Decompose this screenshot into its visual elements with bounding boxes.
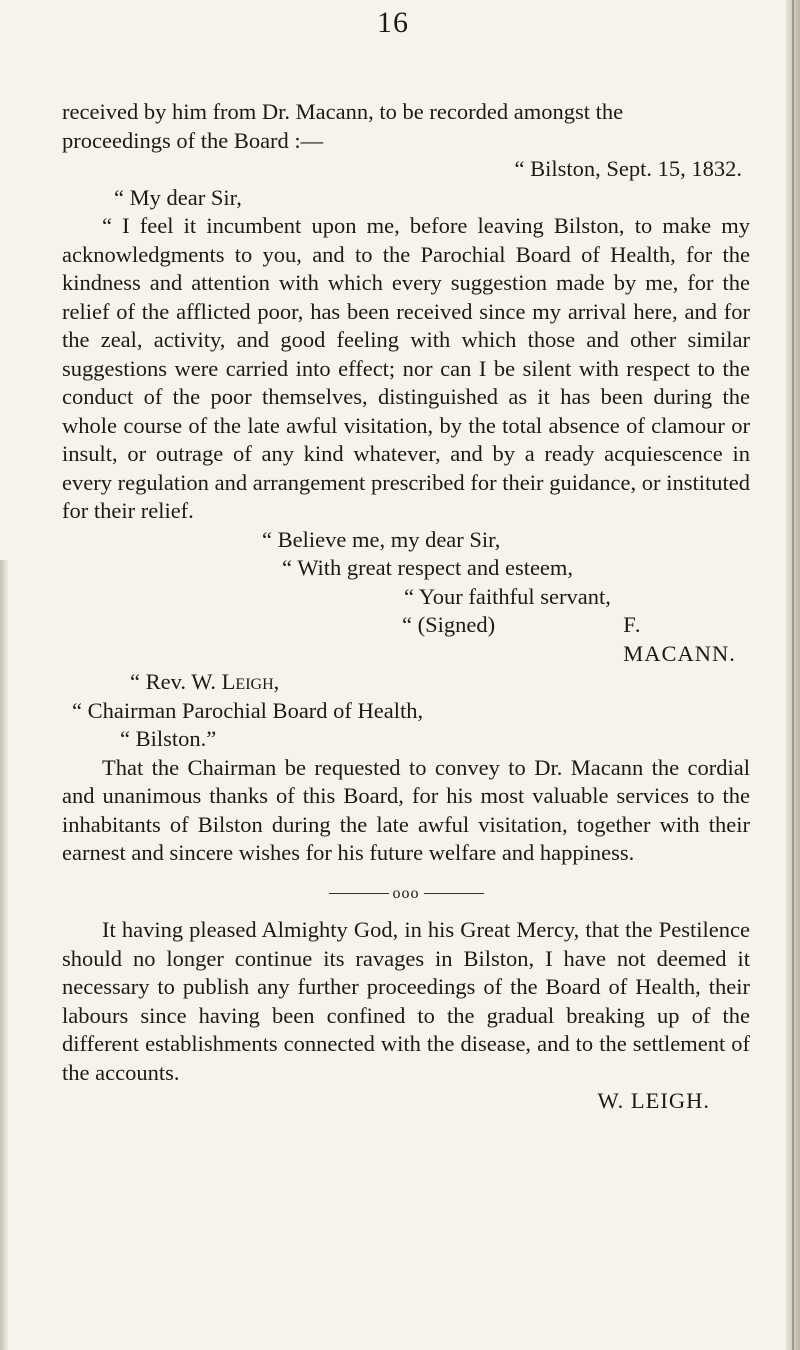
letter-salutation: “ My dear Sir,: [114, 184, 242, 210]
letter-address-prefix: “ Rev. W.: [130, 669, 222, 694]
resolution-paragraph: That the Chairman be requested to convey to Dr. Macann the cordial and unanimous thanks of this Board, for his most valuable services to the inhabitants of Bilston during the late awful visitation, together with their earnest and sincere wishes for his future welfare and happiness.: [62, 754, 750, 865]
final-paragraph: It having pleased Almighty God, in his Great Mercy, that the Pestilence should no longer continue its ravages in Bilston, I have not deemed it necessary to publish any further proceedings of the Board of Health, their labours since having been confined to the gradual breaking up of the different establishments connected with the disease, and to the settlement of the accounts.: [62, 917, 750, 1085]
page-edge-rule: [792, 0, 794, 1350]
page-binding-shadow: [0, 560, 8, 1350]
section-separator: [62, 880, 750, 909]
letter-address-name: Leigh,: [221, 669, 280, 694]
letter-signature: [62, 611, 750, 668]
letter-closing-1: “ Believe me, my dear Sir,: [262, 526, 501, 552]
letter-body: “ I feel it incumbent upon me, before leaving Bilston, to make my acknowledgments to you, and to the Parochial Board of Health, for the kindness and attention with which every suggestion made by me, for the relief of the afflicted poor, has been received since my arrival here, and for the zeal, activity, and good feeling with which those and other similar suggestions were carried into effect; nor can I be silent with respect to the conduct of the poor themselves, distinguished as it has been during the whole course of the late awful visitation, by the total absence of clamour or insult, or outrage of any kind whatever, and by a ready acquiescence in every regulation and arrangement prescribed for their guidance, or instituted for their relief.: [62, 213, 750, 523]
letter-signed-label: “ (Signed): [402, 612, 496, 637]
final-signature: W. LEIGH.: [597, 1088, 710, 1113]
letter-address-line-2: “ Chairman Parochial Board of Health,: [72, 697, 424, 723]
intro-line-2: proceedings of the Board :—: [62, 127, 324, 153]
letter-address-line-1: [62, 668, 750, 697]
separator-rule-left: [329, 893, 389, 894]
letter-closing-2: “ With great respect and esteem,: [282, 555, 574, 580]
separator-rule-right: [424, 893, 484, 894]
intro-line-1: received by him from Dr. Macann, to be recorded amongst the: [62, 99, 624, 124]
separator-mark: ooo: [392, 884, 420, 902]
letter-closing-3: “ Your faithful servant,: [404, 583, 611, 609]
page-number: 16: [377, 6, 409, 39]
page-body: [62, 98, 750, 1116]
letter-signer: F. MACANN.: [623, 612, 736, 666]
page-edge: [786, 0, 800, 1350]
letter-address-line-3: “ Bilston.”: [120, 726, 217, 751]
letter-dateline: “ Bilston, Sept. 15, 1832.: [514, 156, 742, 181]
